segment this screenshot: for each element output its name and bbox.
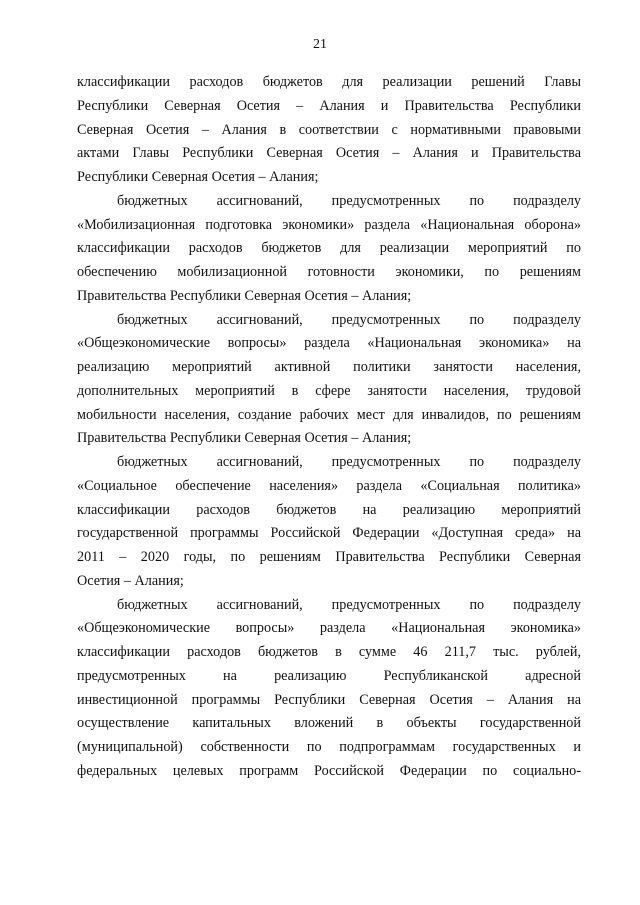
text-line: федеральных целевых программ Российской Федерации по социально- bbox=[77, 762, 581, 779]
text-line: классификации расходов бюджетов для реализации мероприятий по bbox=[77, 240, 581, 257]
text-line: бюджетных ассигнований, предусмотренных по подразделу bbox=[117, 596, 581, 613]
text-line: классификации расходов бюджетов в сумме 46 211,7 тыс. рублей, bbox=[77, 644, 581, 660]
text-line: Правительства Республики Северная Осетия – Алания; bbox=[77, 430, 412, 447]
text-line: бюджетных ассигнований, предусмотренных по подразделу bbox=[117, 311, 581, 328]
text-line: инвестиционной программы Республики Северная Осетия – Алания на bbox=[77, 691, 581, 708]
text-line: предусмотренных на реализацию Республиканской адресной bbox=[77, 667, 581, 684]
text-line: Республики Северная Осетия – Алания; bbox=[77, 169, 319, 185]
text-line: дополнительных мероприятий в сфере занятости населения, трудовой bbox=[77, 382, 581, 399]
text-line: классификации расходов бюджетов на реализацию мероприятий bbox=[77, 501, 581, 518]
text-line: 2011 – 2020 годы, по решениям Правительства Республики Северная bbox=[77, 549, 581, 565]
text-line: Правительства Республики Северная Осетия – Алания; bbox=[77, 287, 412, 304]
text-line: «Социальное обеспечение населения» раздела «Социальная политика» bbox=[77, 477, 581, 494]
text-line: государственной программы Российской Федерации «Доступная среда» на bbox=[77, 525, 581, 542]
text-line: (муниципальной) собственности по подпрограммам государственных и bbox=[77, 739, 581, 755]
text-line: осуществление капитальных вложений в объекты государственной bbox=[77, 715, 581, 732]
text-line: «Общеэкономические вопросы» раздела «Национальная экономика» на bbox=[77, 335, 581, 352]
text-line: мобильности населения, создание рабочих мест для инвалидов, по решениям bbox=[77, 406, 581, 423]
document-body bbox=[77, 71, 581, 784]
text-line: актами Главы Республики Северная Осетия – Алания и Правительства bbox=[77, 145, 581, 162]
text-line: реализацию мероприятий активной политики занятости населения, bbox=[77, 359, 581, 375]
text-line: бюджетных ассигнований, предусмотренных по подразделу bbox=[117, 454, 581, 470]
text-line: бюджетных ассигнований, предусмотренных по подразделу bbox=[117, 192, 581, 209]
text-line: Республики Северная Осетия – Алания и Правительства Республики bbox=[77, 97, 581, 114]
page-number: 21 bbox=[313, 37, 327, 52]
text-line: «Общеэкономические вопросы» раздела «Национальная экономика» bbox=[77, 620, 581, 637]
text-line: классификации расходов бюджетов для реализации решений Главы bbox=[77, 74, 581, 90]
text-line: обеспечению мобилизационной готовности экономики, по решениям bbox=[77, 264, 581, 280]
text-line: «Мобилизационная подготовка экономики» раздела «Национальная оборона» bbox=[77, 216, 581, 233]
text-line: Северная Осетия – Алания в соответствии с нормативными правовыми bbox=[77, 121, 581, 138]
text-line: Осетия – Алания; bbox=[77, 572, 184, 589]
